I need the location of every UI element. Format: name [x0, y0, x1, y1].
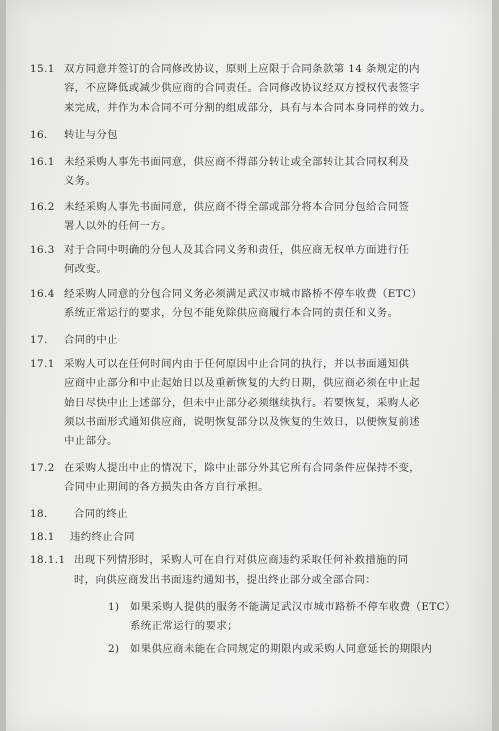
clause-16-3-line-2: 何改变。	[64, 263, 108, 275]
list-item-1-line-2: 系统正常运行的要求；	[130, 620, 238, 632]
clause-number: 16.1	[30, 156, 55, 168]
clause-number: 17.2	[30, 462, 55, 474]
item-number: 2)	[108, 643, 120, 655]
clause-number: 16.4	[30, 288, 55, 300]
clause-16-1-line-2: 义务。	[64, 175, 97, 187]
clause-number: 16.2	[30, 201, 55, 213]
list-item-1-line-1: 1) 如果采购人提供的服务不能满足武汉市城市路桥不停车收费（ETC）	[108, 601, 456, 613]
clause-16-1-line-1: 16.1 未经采购人事先书面同意，供应商不得部分转让或全部转让其合同权利及	[30, 156, 410, 168]
clause-16-3-line-1: 16.3 对于合同中明确的分包人及其合同义务和责任，供应商无权单方面进行任	[30, 244, 410, 256]
item-number: 1)	[108, 601, 120, 613]
section-17-heading: 17. 合同的中止	[30, 334, 118, 346]
clause-18-1-1-line-2: 时，向供应商发出书面违约通知书，提出终止部分或全部合同：	[74, 574, 377, 586]
clause-17-1-line-5: 中止部分。	[64, 435, 118, 447]
clause-18-1-heading: 18.1 违约终止合同	[30, 531, 135, 543]
clause-17-1-line-4: 须以书面形式通知供应商，说明恢复部分以及恢复的生效日，以便恢复前述	[64, 416, 421, 428]
clause-15-1-line-2: 容，不应降低或减少供应商的合同责任。合同修改协议经双方授权代表签字	[64, 82, 421, 94]
clause-15-1-line-1: 15.1 双方同意并签订的合同修改协议，原则上应限于合同条款第 14 条规定的内	[30, 63, 420, 75]
clause-17-1-line-2: 应商中止部分和中止起始日以及重新恢复的大约日期，供应商必须在中止起	[64, 377, 421, 389]
clause-16-4-line-2: 系统正常运行的要求，分包不能免除供应商履行本合同的责任和义务。	[64, 307, 399, 319]
clause-18-1-1-line-1: 18.1.1 出现下列情形时，采购人可在自行对供应商违约采取任何补救措施的同	[30, 554, 409, 566]
clause-17-1-line-1: 17.1 采购人可以在任何时间内由于任何原因中止合同的执行，并以书面通知供	[30, 358, 410, 370]
clause-17-1-line-3: 始日尽快中止上述部分，但未中止部分必须继续执行。若要恢复，采购人必	[64, 397, 421, 409]
section-number: 16.	[30, 129, 48, 141]
clause-15-1-line-3: 来完成，并作为本合同不可分割的组成部分，具有与本合同本身同样的效力。	[64, 102, 431, 114]
section-number: 18.	[30, 508, 48, 520]
clause-number: 17.1	[30, 358, 55, 370]
clause-17-2-line-1: 17.2 在采购人提出中止的情况下，除中止部分外其它所有合同条件应保持不变，	[30, 462, 421, 474]
clause-number: 16.3	[30, 244, 55, 256]
clause-17-2-line-2: 合同中止期间的各方损失由各方自行承担。	[64, 481, 270, 493]
clause-16-2-line-1: 16.2 未经采购人事先书面同意，供应商不得全部或部分将本合同分包给合同签	[30, 201, 410, 213]
clause-number: 15.1	[30, 63, 55, 75]
list-item-2-line-1: 2) 如果供应商未能在合同规定的期限内或采购人同意延长的期限内	[108, 643, 433, 655]
section-16-heading: 16. 转让与分包	[30, 129, 118, 141]
section-18-heading: 18. 合同的终止	[30, 508, 128, 520]
section-number: 17.	[30, 334, 48, 346]
clause-number: 18.1	[30, 531, 55, 543]
clause-16-4-line-1: 16.4 经采购人同意的分包合同义务必须满足武汉市城市路桥不停车收费（ETC）	[30, 288, 423, 300]
clause-number: 18.1.1	[30, 554, 66, 566]
clause-16-2-line-2: 署人以外的任何一方。	[64, 220, 172, 232]
